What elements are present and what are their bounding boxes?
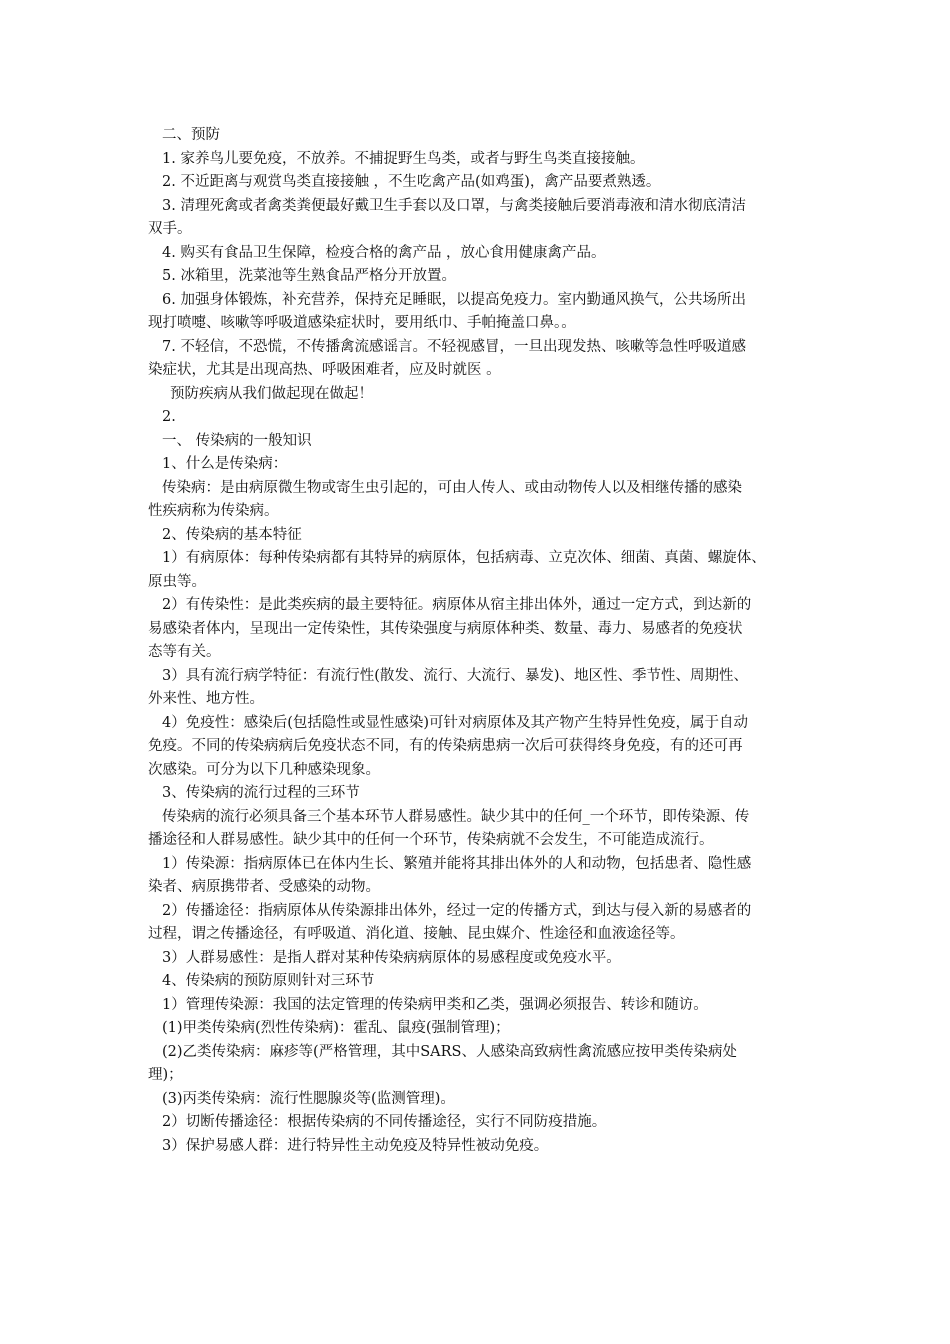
text-line: 5. 冰箱里，洗菜池等生熟食品严格分开放置。 xyxy=(162,268,456,284)
text-line: 传染病：是由病原微生物或寄生虫引起的，可由人传人、或由动物传人以及相继传播的感染 xyxy=(162,479,742,496)
text-line: 1、什么是传染病： xyxy=(162,456,288,472)
text-line: 1）管理传染源：我国的法定管理的传染病甲类和乙类，强调必须报告、转诊和随访。 xyxy=(162,996,708,1013)
text-line: 过程，谓之传播途径，有呼吸道、消化道、接触、昆虫媒介、性途径和血液途径等。 xyxy=(148,926,685,942)
text-line: 4. 购买有食品卫生保障，检疫合格的禽产品 ，放心食用健康禽产品。 xyxy=(162,244,606,261)
text-line: 态等有关。 xyxy=(148,644,221,660)
text-line: 4、传染病的预防原则针对三环节 xyxy=(162,973,375,989)
text-line: 2）切断传播途径：根据传染病的不同传播途径，实行不同防疫措施。 xyxy=(162,1114,607,1130)
text-line: 传染病的流行必须具备三个基本环节人群易感性。缺少其中的任何_一个环节，即传染源、传 xyxy=(162,808,750,825)
text-line: 外来性、地方性。 xyxy=(148,691,264,707)
text-line: (2)乙类传染病：麻疹等(严格管理，其中SARS、人感染高致病性禽流感应按甲类传染病处 xyxy=(162,1043,737,1060)
text-line: 3）保护易感人群：进行特异性主动免疫及特异性被动免疫。 xyxy=(162,1137,549,1154)
text-line: 预防疾病从我们做起现在做起！ xyxy=(170,385,373,402)
text-line: 原虫等。 xyxy=(148,573,206,590)
text-line: 2. xyxy=(162,409,176,425)
text-line: 播途径和人群易感性。缺少其中的任何一个环节，传染病就不会发生，不可能造成流行。 xyxy=(148,832,714,848)
text-line: 3、传染病的流行过程的三环节 xyxy=(162,785,360,801)
text-line: 1）传染源：指病原体已在体内生长、繁殖并能将其排出体外的人和动物，包括患者、隐性感 xyxy=(162,855,752,872)
text-line: 2）传播途径：指病原体从传染源排出体外，经过一定的传播方式，到达与侵入新的易感者的 xyxy=(162,902,752,919)
text-line: 1）有病原体：每种传染病都有其特异的病原体，包括病毒、立克次体、细菌、真菌、螺旋体、 xyxy=(162,550,766,566)
text-line: 3）具有流行病学特征：有流行性(散发、流行、大流行、暴发)、地区性、季节性、周期性、 xyxy=(162,667,749,684)
text-line: 二、预防 xyxy=(162,127,220,143)
text-line: 次感染。可分为以下几种感染现象。 xyxy=(148,761,380,778)
text-line: 易感染者体内，呈现出一定传染性，其传染强度与病原体种类、数量、毒力、易感者的免疫状 xyxy=(148,620,743,637)
text-line: 2）有传染性：是此类疾病的最主要特征。病原体从宿主排出体外，通过一定方式，到达新的 xyxy=(162,597,752,613)
text-line: (3)丙类传染病：流行性腮腺炎等(监测管理)。 xyxy=(162,1090,455,1107)
text-line: 一、 传染病的一般知识 xyxy=(162,432,312,449)
text-line: 2. 不近距离与观赏鸟类直接接触 ，不生吃禽产品(如鸡蛋)，禽产品要煮熟透。 xyxy=(162,174,661,190)
text-line: 2、传染病的基本特征 xyxy=(162,526,302,543)
text-line: (1)甲类传染病(烈性传染病)：霍乱、鼠疫(强制管理)； xyxy=(162,1020,510,1036)
text-line: 理)； xyxy=(148,1067,183,1083)
text-line: 双手。 xyxy=(148,221,192,237)
text-line: 3）人群易感性：是指人群对某种传染病病原体的易感程度或免疫水平。 xyxy=(162,949,621,966)
text-line: 1. 家养鸟儿要免疫，不放养。不捕捉野生鸟类，或者与野生鸟类直接接触。 xyxy=(162,150,645,167)
text-line: 3. 清理死禽或者禽类粪便最好戴卫生手套以及口罩，与禽类接触后要消毒液和清水彻底清洁 xyxy=(162,197,746,214)
text-line: 性疾病称为传染病。 xyxy=(148,503,279,519)
text-line: 6. 加强身体锻炼，补充营养，保持充足睡眠，以提高免疫力。室内勤通风换气，公共场所出 xyxy=(162,291,746,308)
text-line: 染症状，尤其是出现高热、呼吸困难者，应及时就医 。 xyxy=(148,362,501,378)
text-line: 4）免疫性：感染后(包括隐性或显性感染)可针对病原体及其产物产生特异性免疫，属于自动 xyxy=(162,714,749,731)
text-line: 免疫。不同的传染病病后免疫状态不同，有的传染病患病一次后可获得终身免疫，有的还可再 xyxy=(148,738,743,754)
document-body xyxy=(148,124,808,1158)
text-line: 现打喷嚏、咳嗽等呼吸道感染症状时，要用纸巾、手帕掩盖口鼻。。 xyxy=(148,315,576,331)
text-line: 染者、病原携带者、受感染的动物。 xyxy=(148,879,380,895)
text-line: 7. 不轻信，不恐慌，不传播禽流感谣言。不轻视感冒，一旦出现发热、咳嗽等急性呼吸道感 xyxy=(162,338,746,355)
